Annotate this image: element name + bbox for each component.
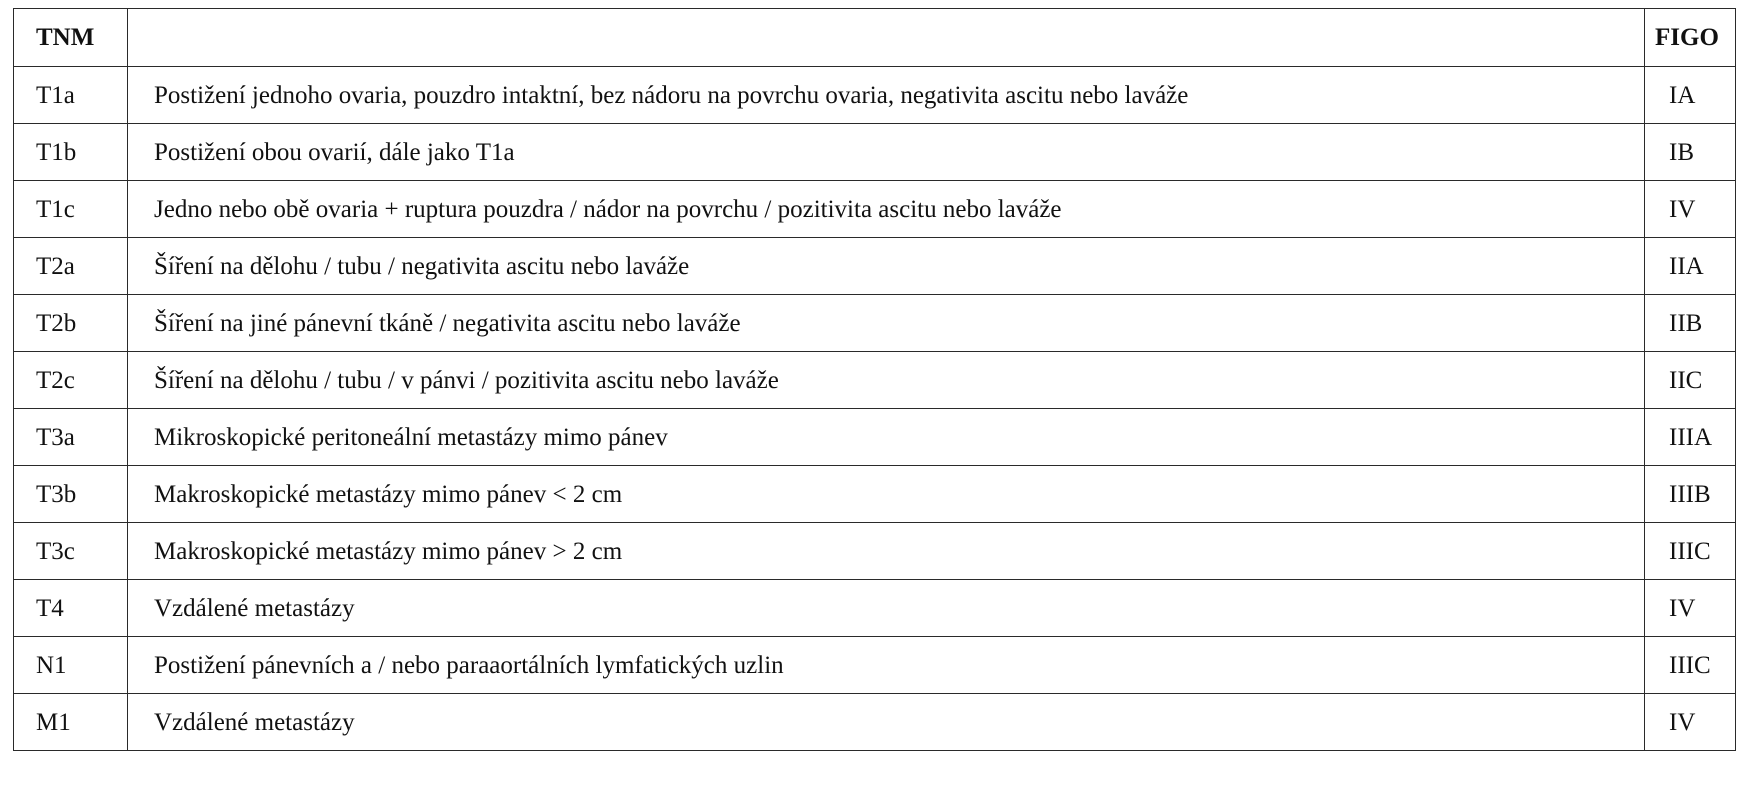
figo-cell: IA — [1645, 67, 1736, 124]
table-row — [14, 637, 1736, 694]
tnm-cell: T2a — [14, 238, 128, 295]
tnm-cell: T1c — [14, 181, 128, 238]
figo-cell: IIB — [1645, 295, 1736, 352]
description-cell: Šíření na dělohu / tubu / v pánvi / pozitivita ascitu nebo laváže — [128, 352, 1645, 409]
description-cell: Šíření na dělohu / tubu / negativita ascitu nebo laváže — [128, 238, 1645, 295]
table-row — [14, 124, 1736, 181]
figo-cell: IIIC — [1645, 637, 1736, 694]
tnm-cell: T1a — [14, 67, 128, 124]
table-header-row — [14, 9, 1736, 67]
table-row — [14, 466, 1736, 523]
header-description — [128, 9, 1645, 67]
header-tnm: TNM — [14, 9, 128, 67]
figo-cell: IIA — [1645, 238, 1736, 295]
description-cell: Šíření na jiné pánevní tkáně / negativita ascitu nebo laváže — [128, 295, 1645, 352]
staging-table-container — [13, 8, 1735, 751]
tnm-cell: T3a — [14, 409, 128, 466]
figo-cell: IV — [1645, 181, 1736, 238]
tnm-cell: T2b — [14, 295, 128, 352]
table-row — [14, 523, 1736, 580]
figo-cell: IIIA — [1645, 409, 1736, 466]
tnm-cell: M1 — [14, 694, 128, 751]
figo-cell: IIIB — [1645, 466, 1736, 523]
description-cell: Vzdálené metastázy — [128, 580, 1645, 637]
tnm-cell: T3b — [14, 466, 128, 523]
figo-cell: IB — [1645, 124, 1736, 181]
table-row — [14, 352, 1736, 409]
description-cell: Jedno nebo obě ovaria + ruptura pouzdra / nádor na povrchu / pozitivita ascitu nebo laváže — [128, 181, 1645, 238]
table-row — [14, 694, 1736, 751]
tnm-cell: T4 — [14, 580, 128, 637]
tnm-cell: T1b — [14, 124, 128, 181]
table-row — [14, 409, 1736, 466]
description-cell: Makroskopické metastázy mimo pánev < 2 cm — [128, 466, 1645, 523]
description-cell: Postižení pánevních a / nebo paraaortálních lymfatických uzlin — [128, 637, 1645, 694]
table-row — [14, 295, 1736, 352]
description-cell: Vzdálené metastázy — [128, 694, 1645, 751]
tnm-cell: T2c — [14, 352, 128, 409]
tnm-cell: N1 — [14, 637, 128, 694]
table-row — [14, 181, 1736, 238]
table-row — [14, 580, 1736, 637]
table-row — [14, 238, 1736, 295]
figo-cell: IIC — [1645, 352, 1736, 409]
figo-cell: IV — [1645, 694, 1736, 751]
header-figo: FIGO — [1645, 9, 1736, 67]
tnm-cell: T3c — [14, 523, 128, 580]
tnm-figo-staging-table — [13, 8, 1736, 751]
figo-cell: IIIC — [1645, 523, 1736, 580]
description-cell: Makroskopické metastázy mimo pánev > 2 cm — [128, 523, 1645, 580]
description-cell: Postižení obou ovarií, dále jako T1a — [128, 124, 1645, 181]
description-cell: Postižení jednoho ovaria, pouzdro intaktní, bez nádoru na povrchu ovaria, negativita ascitu nebo laváže — [128, 67, 1645, 124]
figo-cell: IV — [1645, 580, 1736, 637]
table-row — [14, 67, 1736, 124]
description-cell: Mikroskopické peritoneální metastázy mimo pánev — [128, 409, 1645, 466]
